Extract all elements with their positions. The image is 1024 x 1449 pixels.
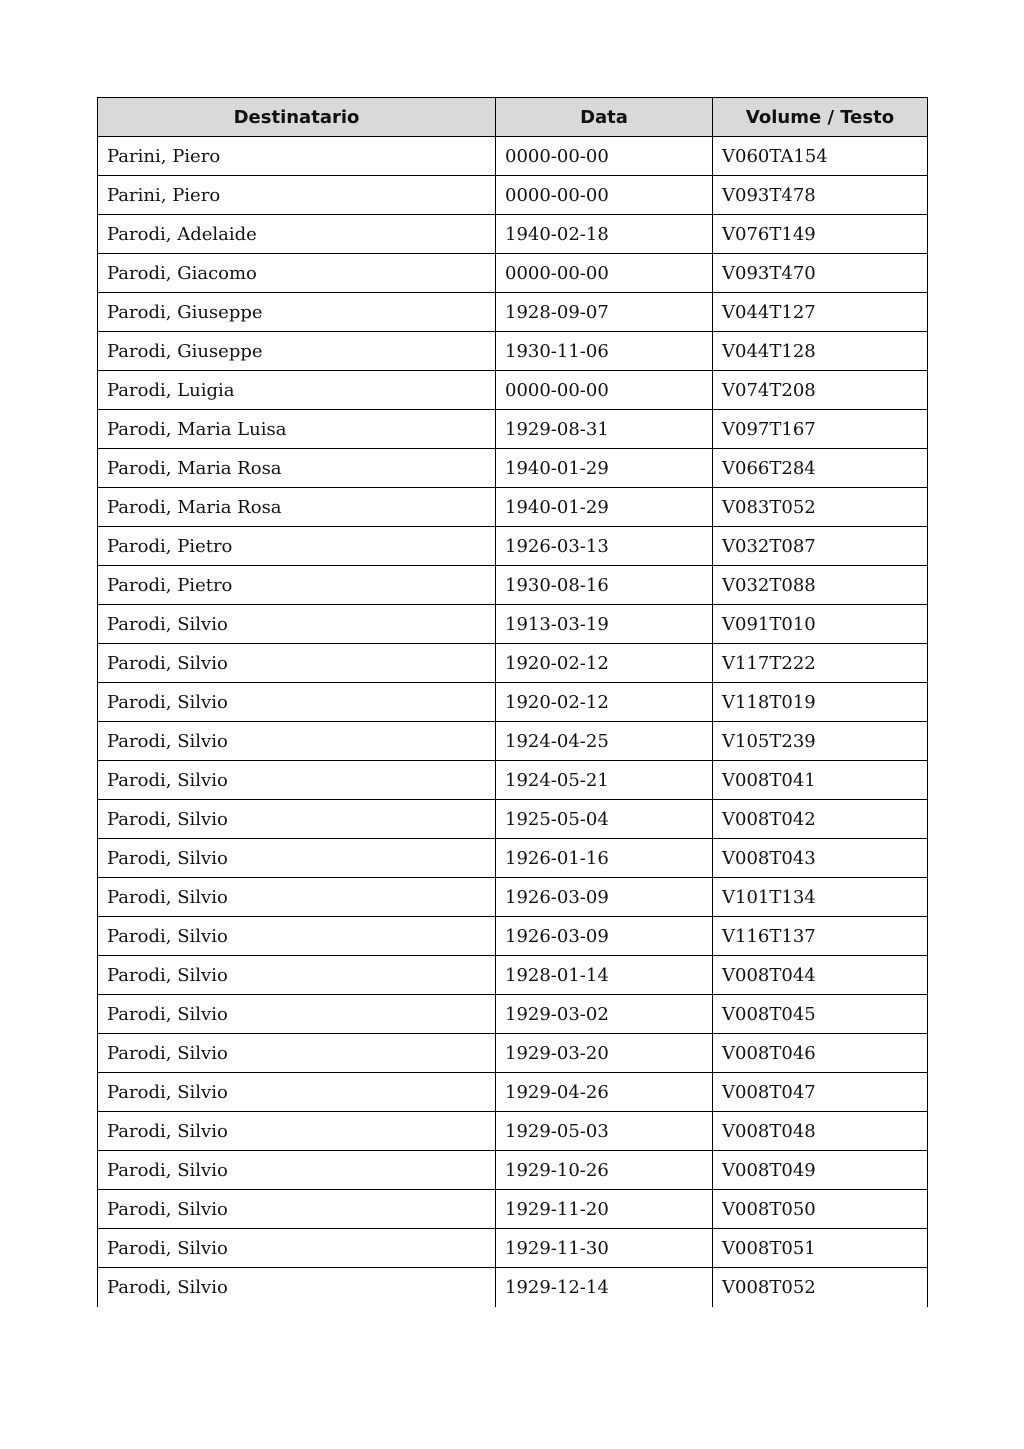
date-cell: 1920-02-12 xyxy=(496,644,713,683)
table-row xyxy=(98,488,928,527)
recipient-cell: Parodi, Silvio xyxy=(98,956,496,995)
date-cell: 1940-01-29 xyxy=(496,449,713,488)
volume-text-cell: V093T470 xyxy=(713,254,928,293)
recipient-cell: Parodi, Silvio xyxy=(98,1034,496,1073)
volume-text-cell: V093T478 xyxy=(713,176,928,215)
date-cell: 0000-00-00 xyxy=(496,371,713,410)
table-row xyxy=(98,1229,928,1268)
table-row xyxy=(98,527,928,566)
table-row xyxy=(98,410,928,449)
table-row xyxy=(98,449,928,488)
recipient-cell: Parodi, Adelaide xyxy=(98,215,496,254)
table-row xyxy=(98,761,928,800)
recipient-cell: Parodi, Pietro xyxy=(98,566,496,605)
recipient-cell: Parodi, Giuseppe xyxy=(98,293,496,332)
table-row xyxy=(98,371,928,410)
date-cell: 1930-08-16 xyxy=(496,566,713,605)
recipient-cell: Parini, Piero xyxy=(98,137,496,176)
recipient-cell: Parodi, Giuseppe xyxy=(98,332,496,371)
volume-text-cell: V116T137 xyxy=(713,917,928,956)
table-row xyxy=(98,722,928,761)
date-cell: 0000-00-00 xyxy=(496,254,713,293)
date-cell: 1940-02-18 xyxy=(496,215,713,254)
volume-text-cell: V044T128 xyxy=(713,332,928,371)
recipient-cell: Parodi, Silvio xyxy=(98,1190,496,1229)
date-cell: 1928-01-14 xyxy=(496,956,713,995)
recipient-cell: Parodi, Silvio xyxy=(98,1112,496,1151)
table-row xyxy=(98,1112,928,1151)
recipient-cell: Parodi, Maria Luisa xyxy=(98,410,496,449)
volume-text-cell: V008T042 xyxy=(713,800,928,839)
recipient-cell: Parodi, Silvio xyxy=(98,644,496,683)
volume-text-cell: V083T052 xyxy=(713,488,928,527)
volume-text-cell: V008T043 xyxy=(713,839,928,878)
recipient-cell: Parodi, Silvio xyxy=(98,1268,496,1307)
recipient-cell: Parodi, Giacomo xyxy=(98,254,496,293)
table-row xyxy=(98,1034,928,1073)
date-cell: 1925-05-04 xyxy=(496,800,713,839)
table-row xyxy=(98,1151,928,1190)
table-row xyxy=(98,683,928,722)
table-row xyxy=(98,644,928,683)
volume-text-cell: V008T045 xyxy=(713,995,928,1034)
volume-text-cell: V008T050 xyxy=(713,1190,928,1229)
date-cell: 1924-04-25 xyxy=(496,722,713,761)
table-row xyxy=(98,917,928,956)
document-page xyxy=(97,97,927,1307)
volume-text-cell: V008T052 xyxy=(713,1268,928,1307)
date-cell: 1920-02-12 xyxy=(496,683,713,722)
recipient-cell: Parodi, Silvio xyxy=(98,1073,496,1112)
volume-text-cell: V044T127 xyxy=(713,293,928,332)
recipient-cell: Parodi, Silvio xyxy=(98,722,496,761)
date-cell: 0000-00-00 xyxy=(496,137,713,176)
volume-text-cell: V032T088 xyxy=(713,566,928,605)
volume-text-cell: V117T222 xyxy=(713,644,928,683)
table-row xyxy=(98,605,928,644)
volume-text-cell: V032T087 xyxy=(713,527,928,566)
table-row xyxy=(98,956,928,995)
date-cell: 1924-05-21 xyxy=(496,761,713,800)
table-row xyxy=(98,332,928,371)
date-cell: 1926-03-09 xyxy=(496,917,713,956)
table-row xyxy=(98,878,928,917)
table-row xyxy=(98,254,928,293)
table-body xyxy=(98,137,928,1307)
volume-text-cell: V008T044 xyxy=(713,956,928,995)
table-row xyxy=(98,839,928,878)
date-cell: 1929-11-20 xyxy=(496,1190,713,1229)
volume-text-cell: V008T046 xyxy=(713,1034,928,1073)
volume-text-cell: V105T239 xyxy=(713,722,928,761)
table-row xyxy=(98,1073,928,1112)
date-cell: 1929-08-31 xyxy=(496,410,713,449)
date-cell: 1929-05-03 xyxy=(496,1112,713,1151)
recipient-cell: Parini, Piero xyxy=(98,176,496,215)
table-row xyxy=(98,137,928,176)
date-cell: 1929-03-20 xyxy=(496,1034,713,1073)
table-row xyxy=(98,176,928,215)
table-row xyxy=(98,215,928,254)
column-header-volume-testo: Volume / Testo xyxy=(713,98,928,137)
recipient-cell: Parodi, Maria Rosa xyxy=(98,488,496,527)
column-header-data: Data xyxy=(496,98,713,137)
recipient-cell: Parodi, Silvio xyxy=(98,995,496,1034)
volume-text-cell: V091T010 xyxy=(713,605,928,644)
volume-text-cell: V074T208 xyxy=(713,371,928,410)
date-cell: 1926-03-13 xyxy=(496,527,713,566)
date-cell: 1929-10-26 xyxy=(496,1151,713,1190)
date-cell: 1929-04-26 xyxy=(496,1073,713,1112)
volume-text-cell: V008T041 xyxy=(713,761,928,800)
recipient-cell: Parodi, Silvio xyxy=(98,605,496,644)
volume-text-cell: V097T167 xyxy=(713,410,928,449)
date-cell: 1940-01-29 xyxy=(496,488,713,527)
volume-text-cell: V008T051 xyxy=(713,1229,928,1268)
table-row xyxy=(98,293,928,332)
volume-text-cell: V060TA154 xyxy=(713,137,928,176)
volume-text-cell: V118T019 xyxy=(713,683,928,722)
recipient-cell: Parodi, Luigia xyxy=(98,371,496,410)
date-cell: 1930-11-06 xyxy=(496,332,713,371)
date-cell: 1926-03-09 xyxy=(496,878,713,917)
date-cell: 0000-00-00 xyxy=(496,176,713,215)
recipient-cell: Parodi, Silvio xyxy=(98,917,496,956)
date-cell: 1929-03-02 xyxy=(496,995,713,1034)
table-row xyxy=(98,1190,928,1229)
date-cell: 1929-11-30 xyxy=(496,1229,713,1268)
recipient-cell: Parodi, Silvio xyxy=(98,839,496,878)
table-row xyxy=(98,800,928,839)
table-header xyxy=(98,98,928,137)
volume-text-cell: V008T048 xyxy=(713,1112,928,1151)
recipient-cell: Parodi, Silvio xyxy=(98,683,496,722)
column-header-destinatario: Destinatario xyxy=(98,98,496,137)
date-cell: 1928-09-07 xyxy=(496,293,713,332)
table-row xyxy=(98,1268,928,1307)
date-cell: 1913-03-19 xyxy=(496,605,713,644)
letters-table xyxy=(97,97,928,1307)
date-cell: 1926-01-16 xyxy=(496,839,713,878)
volume-text-cell: V008T049 xyxy=(713,1151,928,1190)
volume-text-cell: V101T134 xyxy=(713,878,928,917)
recipient-cell: Parodi, Silvio xyxy=(98,1229,496,1268)
recipient-cell: Parodi, Silvio xyxy=(98,878,496,917)
recipient-cell: Parodi, Maria Rosa xyxy=(98,449,496,488)
table-row xyxy=(98,566,928,605)
volume-text-cell: V008T047 xyxy=(713,1073,928,1112)
volume-text-cell: V076T149 xyxy=(713,215,928,254)
recipient-cell: Parodi, Silvio xyxy=(98,1151,496,1190)
date-cell: 1929-12-14 xyxy=(496,1268,713,1307)
header-row xyxy=(98,98,928,137)
recipient-cell: Parodi, Silvio xyxy=(98,761,496,800)
volume-text-cell: V066T284 xyxy=(713,449,928,488)
recipient-cell: Parodi, Pietro xyxy=(98,527,496,566)
recipient-cell: Parodi, Silvio xyxy=(98,800,496,839)
table-row xyxy=(98,995,928,1034)
